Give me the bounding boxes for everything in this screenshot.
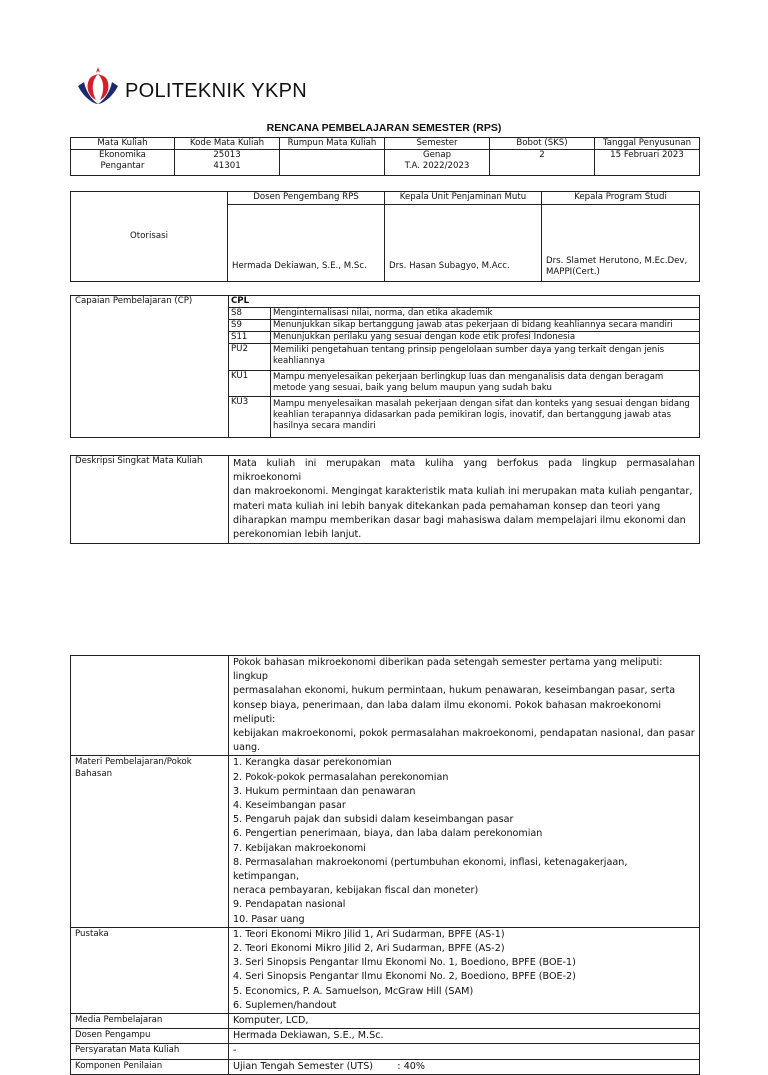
cp-code: KU3 <box>229 397 271 438</box>
cp-label: Capaian Pembelajaran (CP) <box>71 296 229 438</box>
media-label: Media Pembelajaran <box>71 1014 229 1029</box>
deskripsi-table <box>70 455 700 544</box>
cp-code: S9 <box>229 320 271 332</box>
cp-code: S11 <box>229 332 271 344</box>
deskripsi-text: Mata kuliah ini merupakan mata kuliha yang berfokus pada lingkup permasalahan mikroekonomi dan makroekonomi. Mengingat karakteristik mata kuliah ini merupakan mata kuliah pengantar, materi mata kuliah ini lebih banyak ditekankan pada pemahaman konsep dan teori yang diharapkan mampu memberikan dasar bagi mahasiswa dalam mempelajari ilmu ekonomi dan perekonomian lebih lanjut. <box>229 456 700 544</box>
institution-name: POLITEKNIK YKPN <box>125 80 307 102</box>
value-mata-kuliah: Ekonomika Pengantar <box>71 150 175 176</box>
course-info-table <box>70 137 700 176</box>
cp-code: KU1 <box>229 371 271 397</box>
komponen-label: Komponen Penilaian <box>71 1059 229 1074</box>
value-rumpun <box>280 150 385 176</box>
header-tanggal: Tanggal Penyusunan <box>595 138 700 150</box>
pokok-label <box>71 656 229 756</box>
komponen-value: Ujian Tengah Semester (UTS) : 40% <box>229 1059 700 1074</box>
header-bobot: Bobot (SKS) <box>490 138 595 150</box>
value-kode: 25013 41301 <box>175 150 280 176</box>
otorisasi-header-dosen: Dosen Pengembang RPS <box>228 192 385 205</box>
deskripsi-label: Deskripsi Singkat Mata Kuliah <box>71 456 229 544</box>
cp-code: PU2 <box>229 344 271 371</box>
pustaka-list: 1. Teori Ekonomi Mikro Jilid 1, Ari Sudarman, BPFE (AS-1) 2. Teori Ekonomi Mikro Jilid 2, Ari Sudarman, BPFE (AS-2) 3. Seri Sinopsis Pengantar Ilmu Ekonomi No. 1, Boediono, BPFE (BOE-1) 4. Seri Sinopsis Pengantar Ilmu Ekonomi No. 2, Boediono, BPFE (BOE-2) 5. Economics, P. A. Samuelson, McGraw Hill (SAM) 6. Suplemen/handout <box>229 927 700 1013</box>
header-rumpun: Rumpun Mata Kuliah <box>280 138 385 150</box>
cp-desc: Menunjukkan perilaku yang sesuai dengan kode etik profesi Indonesia <box>271 332 700 344</box>
otorisasi-header-upm: Kepala Unit Penjaminan Mutu <box>385 192 542 205</box>
document-title: RENCANA PEMBELAJARAN SEMESTER (RPS) <box>266 122 502 134</box>
signature-kaprodi: Drs. Slamet Herutono, M.Ec.Dev, MAPPI(Cert.) <box>542 205 700 282</box>
logo <box>74 64 122 106</box>
logo-emblem-icon <box>74 64 122 106</box>
cpl-header: CPL <box>229 296 700 308</box>
capaian-pembelajaran-table <box>70 295 700 438</box>
dosen-label: Dosen Pengampu <box>71 1029 229 1044</box>
cp-desc: Menunjukkan sikap bertanggung jawab atas pekerjaan di bidang keahliannya secara mandiri <box>271 320 700 332</box>
otorisasi-header-kaprodi: Kepala Program Studi <box>542 192 700 205</box>
value-semester: Genap T.A. 2022/2023 <box>385 150 490 176</box>
signature-dosen: Hermada Dekiawan, S.E., M.Sc. <box>228 205 385 282</box>
dosen-value: Hermada Dekiawan, S.E., M.Sc. <box>229 1029 700 1044</box>
value-bobot: 2 <box>490 150 595 176</box>
otorisasi-table <box>70 191 700 282</box>
otorisasi-label: Otorisasi <box>71 192 228 282</box>
signature-upm: Drs. Hasan Subagyo, M.Acc. <box>385 205 542 282</box>
materi-list: 1. Kerangka dasar perekonomian 2. Pokok-pokok permasalahan perekonomian 3. Hukum permintaan dan penawaran 4. Keseimbangan pasar 5. Pengaruh pajak dan subsidi dalam keseimbangan pasar 6. Pengertian penerimaan, biaya, dan laba dalam perekonomian 7. Kebijakan makroekonomi 8. Permasalahan makroekonomi (pertumbuhan ekonomi, inflasi, ketenagakerjaan, ketimpangan, neraca pembayaran, kebijakan fiscal dan moneter) 9. Pendapatan nasional 10. Pasar uang <box>229 756 700 927</box>
header-mata-kuliah: Mata Kuliah <box>71 138 175 150</box>
header-kode: Kode Mata Kuliah <box>175 138 280 150</box>
cp-desc: Mampu menyelesaikan masalah pekerjaan dengan sifat dan konteks yang sesuai dengan bidang keahlian terapannya didasarkan pada pemikiran logis, inovatif, dan bertanggung jawab atas hasilnya secara mandiri <box>271 397 700 438</box>
cp-desc: Memiliki pengetahuan tentang prinsip pengelolaan sumber daya yang terkait dengan jenis keahliannya <box>271 344 700 371</box>
pokok-bahasan-text: Pokok bahasan mikroekonomi diberikan pada setengah semester pertama yang meliputi: lingkup permasalahan ekonomi, hukum permintaan, hukum penawaran, keseimbangan pasar, serta konsep biaya, penerimaan, dan laba dalam ilmu ekonomi. Pokok bahasan makroekonomi meliputi: kebijakan makroekonomi, pokok permasalahan makroekonomi, pendapatan nasional, dan pasar uang. <box>229 656 700 756</box>
persyaratan-value: - <box>229 1044 700 1059</box>
materi-table <box>70 655 700 1075</box>
materi-label: Materi Pembelajaran/Pokok Bahasan <box>71 756 229 927</box>
pustaka-label: Pustaka <box>71 927 229 1013</box>
header-semester: Semester <box>385 138 490 150</box>
cp-desc: Mampu menyelesaikan pekerjaan berlingkup luas dan menganalisis data dengan beragam metode yang sesuai, baik yang belum maupun yang sudah baku <box>271 371 700 397</box>
cp-code: S8 <box>229 308 271 320</box>
cp-desc: Menginternalisasi nilai, norma, dan etika akademik <box>271 308 700 320</box>
value-tanggal: 15 Februari 2023 <box>595 150 700 176</box>
persyaratan-label: Persyaratan Mata Kuliah <box>71 1044 229 1059</box>
media-value: Komputer, LCD, <box>229 1014 700 1029</box>
